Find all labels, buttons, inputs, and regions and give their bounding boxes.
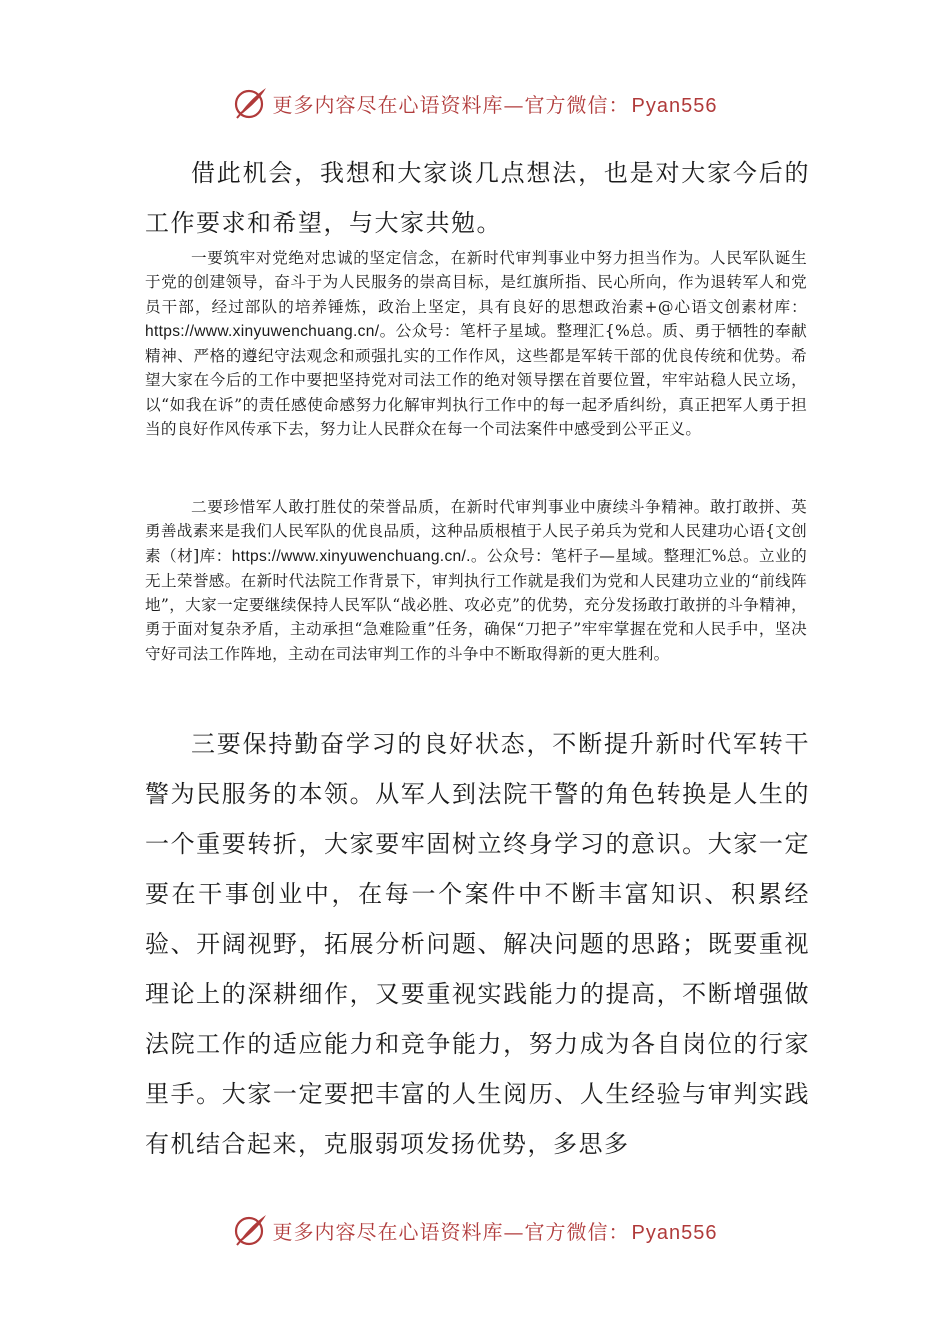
- header-banner: [0, 83, 950, 123]
- paragraph-intro: 借此机会，我想和大家谈几点想法，也是对大家今后的工作要求和希望，与大家共勉。: [145, 159, 810, 237]
- website-url: https://www.xinyuwenchuang.cn/.: [231, 547, 471, 565]
- paragraph-point-one: 一要筑牢对党绝对忠诚的坚定信念，在新时代审判事业中努力担当作为。人民军队诞生于党的创建领导，奋斗于为人民服务的崇高目标，是红旗所指、民心所向，作为退转军人和党员干部，经过部队的培养锤炼，政治上坚定，具有良好的思想政治素+@心语文创素材库：https://www.xinyuwenchuang.cn/。公众号：笔杆子星域。整理汇{%总。质、勇于牺牲的奉献精神、严格的遵纪守法观念和顽强扎实的工作作风，这些都是军转干部的优良传统和优势。希望大家在今后的工作中要把坚持党对司法工作的绝对领导摆在首要位置，牢牢站稳人民立场，以“如我在诉”的责任感使命感努力化解审判执行工作中的每一起矛盾纠纷，真正把军人勇于担当的良好作风传承下去，努力让人民群众在每一个司法案件中感受到公平正义。: [145, 249, 807, 439]
- wechat-id: Pyan556: [631, 1221, 718, 1244]
- wechat-id: Pyan556: [631, 94, 718, 117]
- banner-text: 更多内容尽在心语资料库—官方微信： Pyan556: [272, 1219, 718, 1244]
- banner-text: 更多内容尽在心语资料库—官方微信： Pyan556: [272, 92, 718, 117]
- paragraph-point-two: 二要珍惜军人敢打胜仗的荣誉品质，在新时代审判事业中赓续斗争精神。敢打敢拼、英勇善战素来是我们人民军队的优良品质，这种品质根植于人民子弟兵为党和人民建功心语{文创素（材]库：https://www.xinyuwenchuang.cn/.。公众号：笔杆子—星域。整理汇%总。立业的无上荣誉感。在新时代法院工作背景下，审判执行工作就是我们为党和人民建功立业的“前线阵地”，大家一定要继续保持人民军队“战必胜、攻必克”的优势，充分发扬敢打敢拼的斗争精神，勇于面对复杂矛盾，主动承担“急难险重”任务，确保“刀把子”牢牢掌握在党和人民手中，坚决守好司法工作阵地，主动在司法审判工作的斗争中不断取得新的更大胜利。: [145, 498, 807, 663]
- quill-logo-icon: [233, 1212, 269, 1248]
- paragraph-point-three: 三要保持勤奋学习的良好状态，不断提升新时代军转干警为民服务的本领。从军人到法院干警的角色转换是人生的一个重要转折，大家要牢固树立终身学习的意识。大家一定要在干事创业中，在每一个案件中不断丰富知识、积累经验、开阔视野，拓展分析问题、解决问题的思路；既要重视理论上的深耕细作，又要重视实践能力的提高，不断增强做法院工作的适应能力和竞争能力，努力成为各自岗位的行家里手。大家一定要把丰富的人生阅历、人生经验与审判实践有机结合起来，克服弱项发扬优势，多思多: [145, 730, 810, 1158]
- website-url: https://www.xinyuwenchuang.cn/: [145, 322, 380, 340]
- quill-logo-icon: [233, 85, 269, 121]
- footer-banner: [0, 1210, 950, 1250]
